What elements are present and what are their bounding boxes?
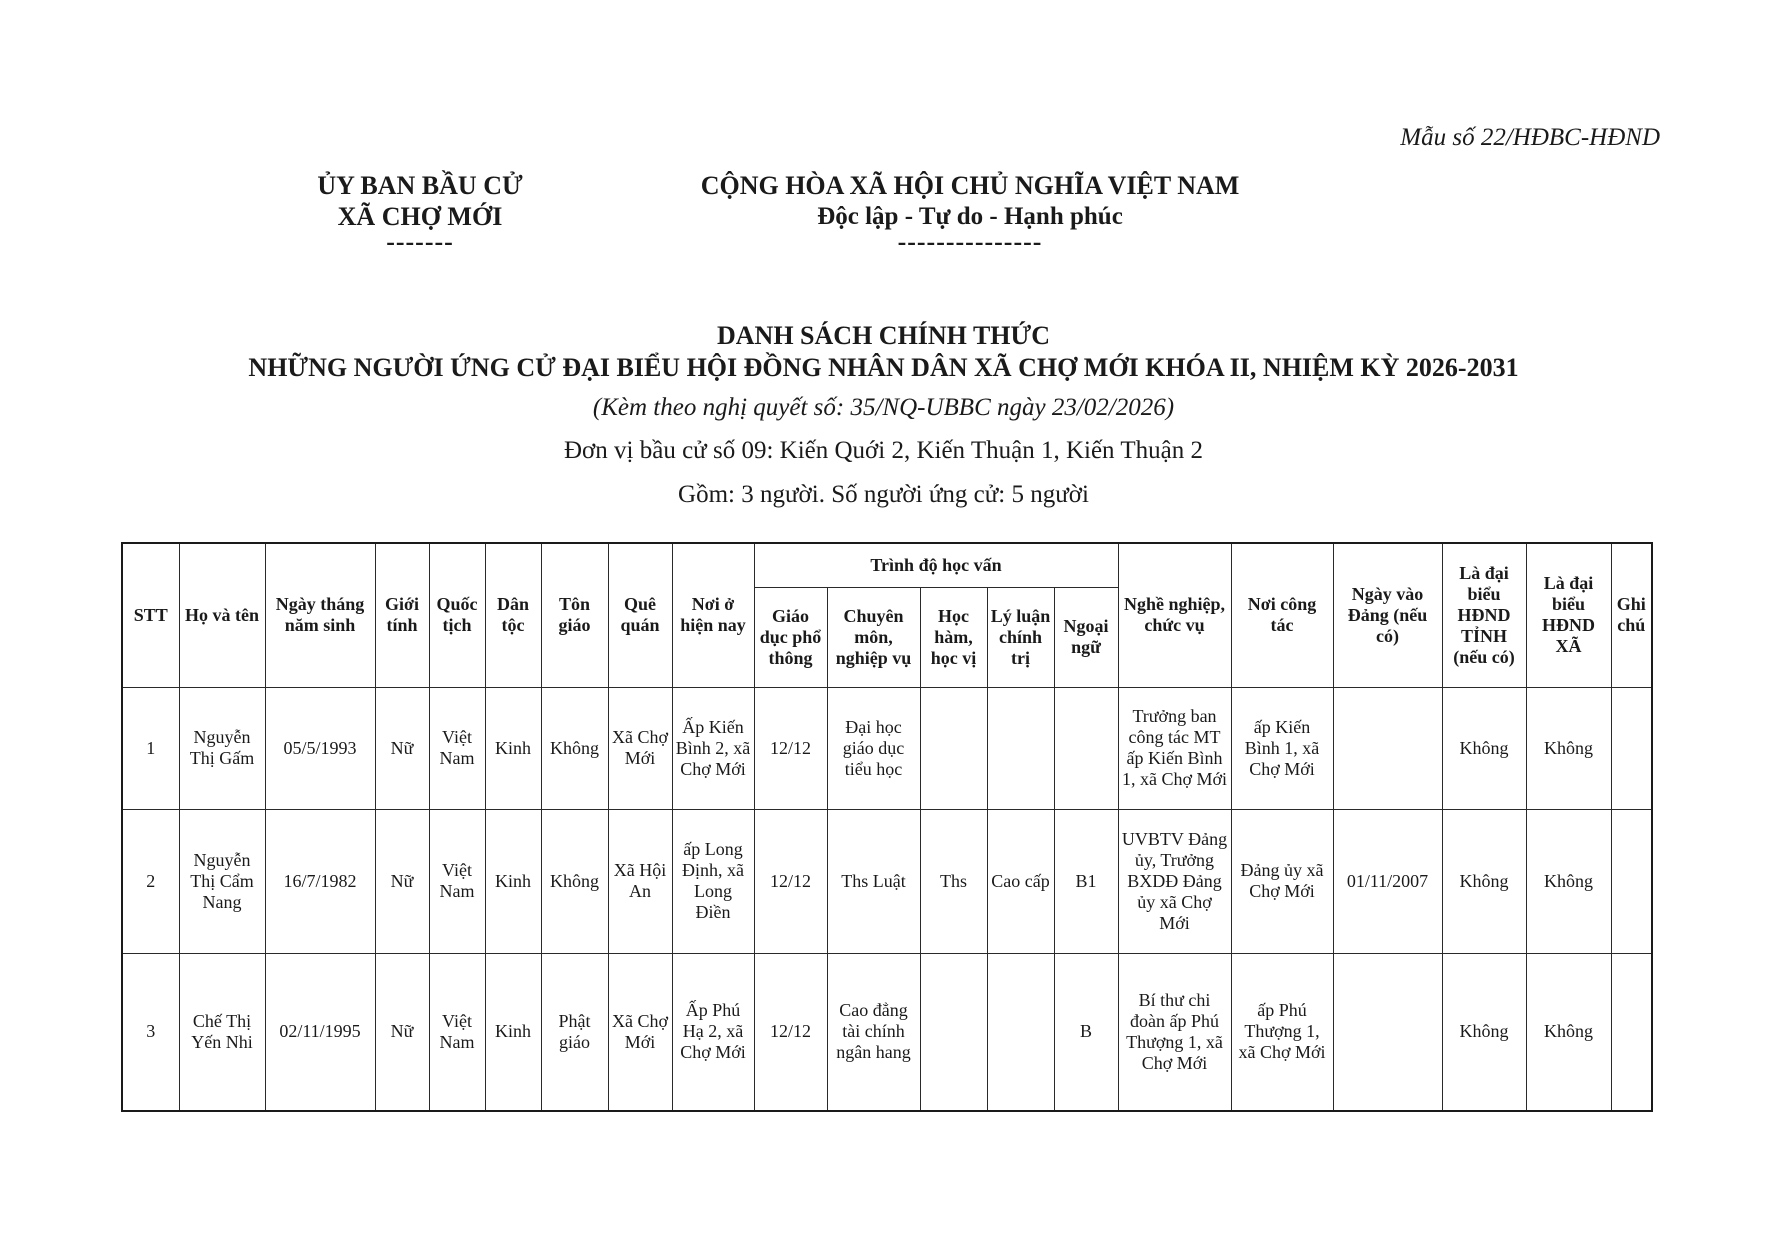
candidate-count: Gồm: 3 người. Số người ứng cử: 5 người — [678, 481, 1089, 508]
cell-language — [1054, 687, 1118, 809]
cell-gender: Nữ — [375, 809, 429, 953]
cell-general-edu: 12/12 — [754, 687, 827, 809]
header-stt: STT — [122, 543, 179, 687]
cell-occupation: Bí thư chi đoàn ấp Phú Thượng 1, xã Chợ Mới — [1118, 953, 1231, 1111]
issuing-agency — [270, 170, 570, 256]
cell-commune-delegate: Không — [1526, 953, 1611, 1111]
cell-party-date — [1333, 687, 1442, 809]
header-hometown: Quê quán — [608, 543, 672, 687]
cell-gender: Nữ — [375, 687, 429, 809]
header-occupation: Nghề nghiệp, chức vụ — [1118, 543, 1231, 687]
cell-general-edu: 12/12 — [754, 809, 827, 953]
cell-ethnicity: Kinh — [485, 687, 541, 809]
cell-stt: 3 — [122, 953, 179, 1111]
header-political: Lý luận chính trị — [987, 587, 1054, 687]
cell-nationality: Việt Nam — [429, 953, 485, 1111]
nation-motto: Độc lập - Tự do - Hạnh phúc — [817, 203, 1123, 230]
cell-party-date: 01/11/2007 — [1333, 809, 1442, 953]
cell-specialty: Cao đẳng tài chính ngân hang — [827, 953, 920, 1111]
cell-nationality: Việt Nam — [429, 687, 485, 809]
cell-general-edu: 12/12 — [754, 953, 827, 1111]
candidate-table — [121, 542, 1653, 1112]
header-ethnicity: Dân tộc — [485, 543, 541, 687]
cell-name: Nguyễn Thị Gấm — [179, 687, 265, 809]
cell-workplace: ấp Kiến Bình 1, xã Chợ Mới — [1231, 687, 1333, 809]
cell-prov-delegate: Không — [1442, 953, 1526, 1111]
table-row — [122, 687, 1652, 809]
cell-ethnicity: Kinh — [485, 809, 541, 953]
cell-degree — [920, 687, 987, 809]
cell-ethnicity: Kinh — [485, 953, 541, 1111]
cell-workplace: Đảng ủy xã Chợ Mới — [1231, 809, 1333, 953]
cell-nationality: Việt Nam — [429, 809, 485, 953]
cell-language: B — [1054, 953, 1118, 1111]
title-line1: DANH SÁCH CHÍNH THỨC — [717, 321, 1050, 350]
cell-political — [987, 953, 1054, 1111]
cell-commune-delegate: Không — [1526, 809, 1611, 953]
header-party-date: Ngày vào Đảng (nếu có) — [1333, 543, 1442, 687]
national-header — [670, 170, 1270, 256]
header-general-edu: Giáo dục phổ thông — [754, 587, 827, 687]
agency-line1: ỦY BAN BẦU CỬ — [317, 171, 523, 200]
cell-degree: Ths — [920, 809, 987, 953]
header-degree: Học hàm, học vị — [920, 587, 987, 687]
header-workplace: Nơi công tác — [1231, 543, 1333, 687]
cell-dob: 16/7/1982 — [265, 809, 375, 953]
header-education-group: Trình độ học vấn — [754, 543, 1118, 587]
cell-workplace: ấp Phú Thượng 1, xã Chợ Mới — [1231, 953, 1333, 1111]
cell-note — [1611, 687, 1652, 809]
cell-residence: Ấp Kiến Bình 2, xã Chợ Mới — [672, 687, 754, 809]
cell-prov-delegate: Không — [1442, 687, 1526, 809]
header-gender: Giới tính — [375, 543, 429, 687]
cell-name: Chế Thị Yến Nhi — [179, 953, 265, 1111]
header-note: Ghi chú — [1611, 543, 1652, 687]
cell-party-date — [1333, 953, 1442, 1111]
cell-commune-delegate: Không — [1526, 687, 1611, 809]
nation-name: CỘNG HÒA XÃ HỘI CHỦ NGHĨA VIỆT NAM — [700, 171, 1240, 200]
cell-religion: Không — [541, 809, 608, 953]
agency-line2: XÃ CHỢ MỚI — [337, 202, 503, 231]
header-specialty: Chuyên môn, nghiệp vụ — [827, 587, 920, 687]
header-nationality: Quốc tịch — [429, 543, 485, 687]
cell-residence: ấp Long Định, xã Long Điền — [672, 809, 754, 953]
header-commune-delegate: Là đại biểu HĐND XÃ — [1526, 543, 1611, 687]
header-prov-delegate: Là đại biểu HĐND TỈNH (nếu có) — [1442, 543, 1526, 687]
cell-specialty: Ths Luật — [827, 809, 920, 953]
cell-residence: Ấp Phú Hạ 2, xã Chợ Mới — [672, 953, 754, 1111]
cell-political: Cao cấp — [987, 809, 1054, 953]
cell-hometown: Xã Hội An — [608, 809, 672, 953]
cell-gender: Nữ — [375, 953, 429, 1111]
header-dob: Ngày tháng năm sinh — [265, 543, 375, 687]
cell-dob: 02/11/1995 — [265, 953, 375, 1111]
nation-divider: --------------- — [897, 227, 1043, 256]
cell-dob: 05/5/1993 — [265, 687, 375, 809]
table-row — [122, 809, 1652, 953]
cell-occupation: UVBTV Đảng ủy, Trưởng BXDĐ Đảng ủy xã Chợ Mới — [1118, 809, 1231, 953]
cell-name: Nguyễn Thị Cẩm Nang — [179, 809, 265, 953]
table-row — [122, 953, 1652, 1111]
cell-hometown: Xã Chợ Mới — [608, 687, 672, 809]
form-number: Mẫu số 22/HĐBC-HĐND — [1400, 124, 1660, 151]
cell-note — [1611, 809, 1652, 953]
cell-degree — [920, 953, 987, 1111]
cell-note — [1611, 953, 1652, 1111]
electoral-unit: Đơn vị bầu cử số 09: Kiến Quới 2, Kiến Thuận 1, Kiến Thuận 2 — [564, 437, 1203, 464]
title-line2: NHỮNG NGƯỜI ỨNG CỬ ĐẠI BIỂU HỘI ĐỒNG NHÂN DÂN XÃ CHỢ MỚI KHÓA II, NHIỆM KỲ 2026-2031 — [248, 353, 1519, 382]
cell-religion: Phật giáo — [541, 953, 608, 1111]
cell-occupation: Trưởng ban công tác MT ấp Kiến Bình 1, xã Chợ Mới — [1118, 687, 1231, 809]
header-religion: Tôn giáo — [541, 543, 608, 687]
cell-specialty: Đại học giáo dục tiểu học — [827, 687, 920, 809]
header-language: Ngoại ngữ — [1054, 587, 1118, 687]
attachment-note: (Kèm theo nghị quyết số: 35/NQ-UBBC ngày 23/02/2026) — [592, 394, 1175, 421]
cell-language: B1 — [1054, 809, 1118, 953]
header-residence: Nơi ở hiện nay — [672, 543, 754, 687]
cell-hometown: Xã Chợ Mới — [608, 953, 672, 1111]
cell-stt: 2 — [122, 809, 179, 953]
cell-stt: 1 — [122, 687, 179, 809]
cell-religion: Không — [541, 687, 608, 809]
agency-divider: ------- — [386, 227, 454, 256]
document-title — [0, 320, 1767, 384]
cell-political — [987, 687, 1054, 809]
header-name: Họ và tên — [179, 543, 265, 687]
cell-prov-delegate: Không — [1442, 809, 1526, 953]
